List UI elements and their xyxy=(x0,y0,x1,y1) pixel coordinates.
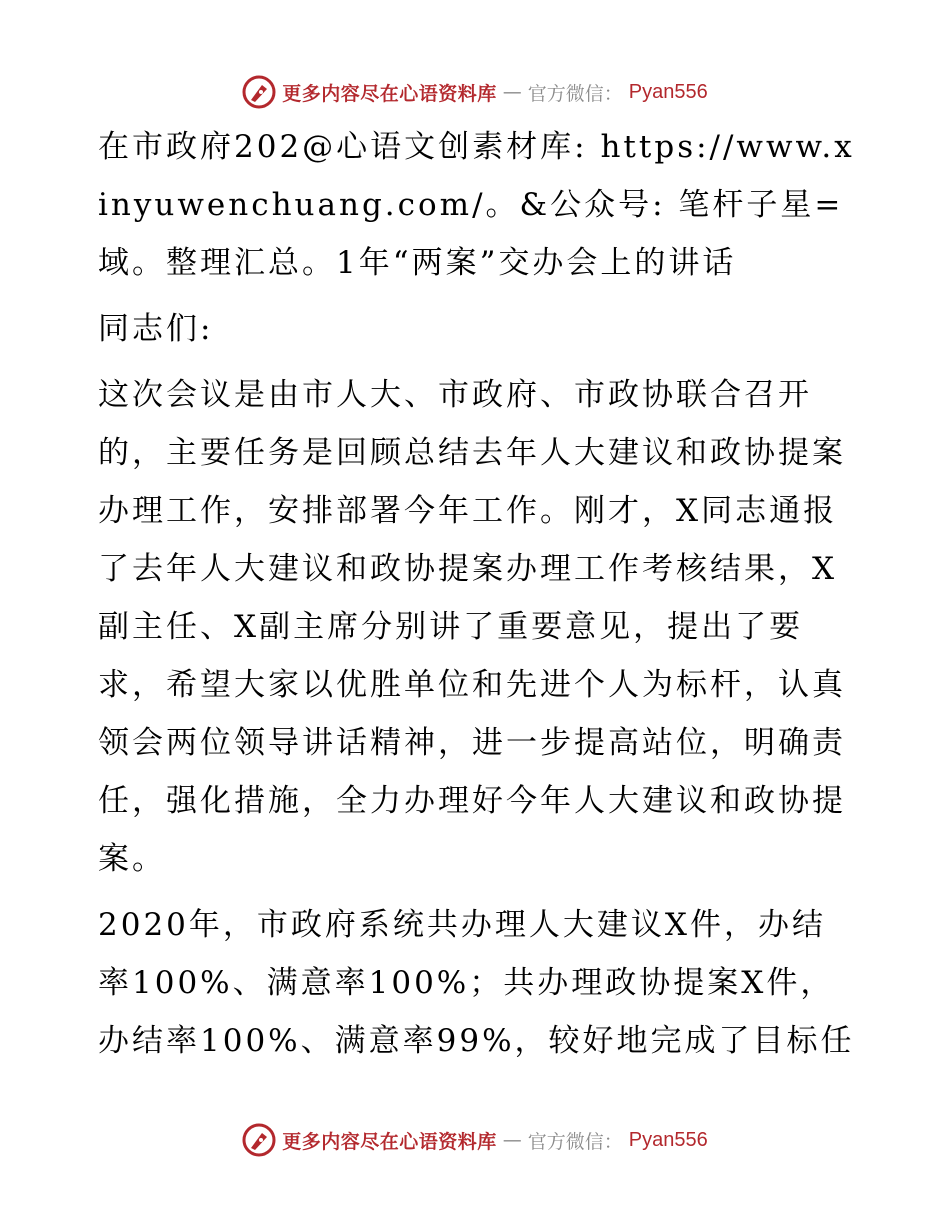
watermark-main-text: 更多内容尽在心语资料库 xyxy=(282,1130,497,1153)
watermark-separator: — xyxy=(502,1129,522,1151)
watermark-banner-bottom xyxy=(0,1118,950,1162)
salutation-paragraph: 同志们: xyxy=(98,311,214,347)
body-paragraph-2: 2020年，市政府系统共办理人大建议X件，办结率100%、满意率100%；共办理政协提案X件，办结率100%、满意率99%，较好地完成了目标任 xyxy=(98,907,855,1059)
pen-nib-circle-icon xyxy=(242,1123,276,1157)
watermark-wechat-label: 官方微信： xyxy=(527,82,623,105)
watermark-wechat-label: 官方微信： xyxy=(527,1130,623,1153)
watermark-wechat-id: Pyan556 xyxy=(628,1128,708,1151)
body-paragraph-1: 这次会议是由市人大、市政府、市政协联合召开的，主要任务是回顾总结去年人大建议和政协提案办理工作，安排部署今年工作。刚才，X同志通报了去年人大建议和政协提案办理工作考核结果，X副主任、X副主席分别讲了重要意见，提出了要求，希望大家以优胜单位和先进个人为标杆，认真领会两位领导讲话精神，进一步提高站位，明确责任，强化措施，全力办理好今年人大建议和政协提案。 xyxy=(98,377,846,877)
watermark-separator: — xyxy=(502,81,522,103)
watermark-main-text: 更多内容尽在心语资料库 xyxy=(282,82,497,105)
pen-nib-circle-icon xyxy=(242,75,276,109)
watermark-wechat-id: Pyan556 xyxy=(628,80,708,103)
watermark-banner-top xyxy=(0,70,950,114)
document-body xyxy=(98,118,858,1078)
document-title-paragraph: 在市政府202@心语文创素材库: https://www.xinyuwenchuang.com/。&公众号: 笔杆子星=域。整理汇总。1年“两案”交办会上的讲话 xyxy=(98,129,855,281)
